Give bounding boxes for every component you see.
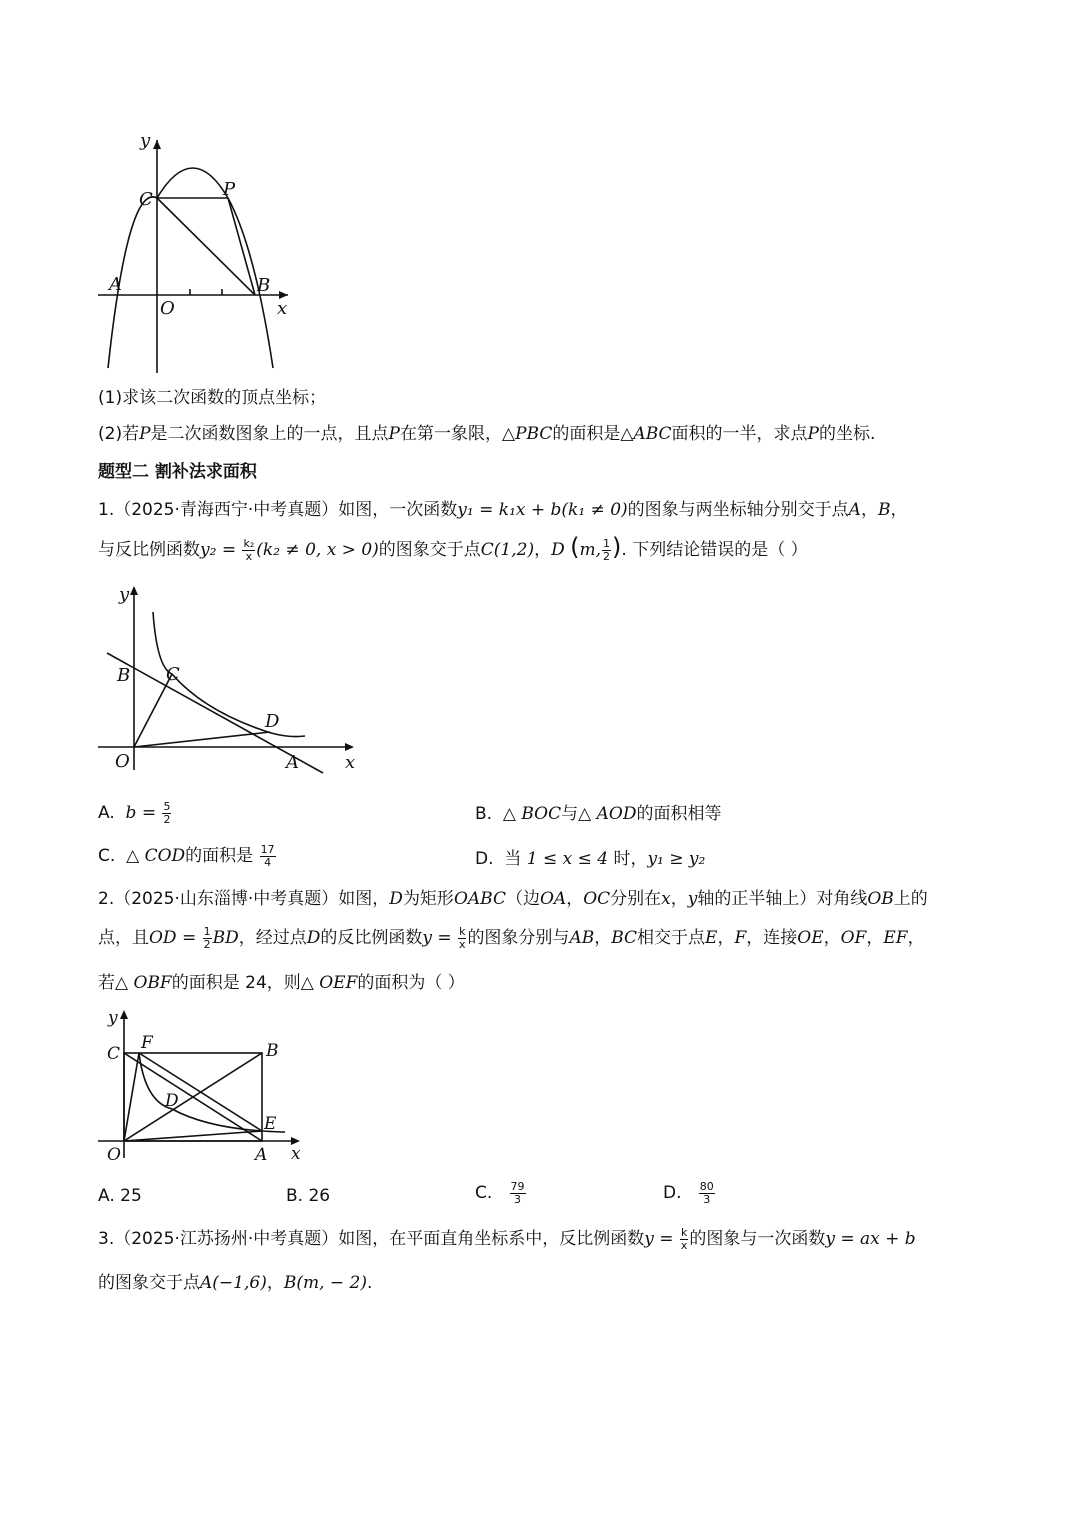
segment-oe: OE bbox=[797, 928, 824, 948]
side-oc: OC bbox=[583, 889, 611, 909]
fig2-x-label: x bbox=[345, 752, 356, 773]
q3-lead: 3.（2025·江苏扬州·中考真题）如图，在平面直角坐标系中，反比例函数 bbox=[98, 1229, 645, 1249]
point-f: F bbox=[734, 928, 747, 948]
fraction-79-over-3 bbox=[510, 1181, 526, 1206]
q2-text: ， bbox=[907, 928, 925, 948]
q1-line-2 bbox=[98, 534, 808, 568]
q3-text: 的图象交于点 bbox=[98, 1273, 200, 1293]
y-eq: y = bbox=[644, 1229, 674, 1249]
q2-text: 轴的正半轴上）对角线 bbox=[697, 889, 868, 909]
fig3-d-label: D bbox=[165, 1091, 179, 1111]
prev-question-part-1 bbox=[98, 385, 326, 411]
fraction-k-over-x bbox=[458, 926, 466, 951]
option-text: 当 bbox=[504, 849, 522, 869]
y-eq: y = bbox=[422, 928, 452, 948]
q1-text: . 下列结论错误的是（ ） bbox=[621, 540, 808, 560]
fig3-y-label: y bbox=[108, 1008, 118, 1028]
var-y: y bbox=[687, 889, 698, 909]
q1-text: 的图象与两坐标轴分别交于点 bbox=[627, 500, 849, 520]
triangle-symbol: △ bbox=[126, 846, 140, 866]
q1-lead: 1.（2025·青海西宁·中考真题）如图，一次函数 bbox=[98, 500, 458, 520]
option-text: 与△ bbox=[561, 804, 592, 824]
hyperbola-line-figure bbox=[95, 580, 365, 780]
option-text: 的面积是 bbox=[185, 846, 254, 866]
q3-line-1 bbox=[98, 1226, 916, 1260]
comma: ， bbox=[890, 500, 908, 520]
q1-option-d[interactable] bbox=[475, 846, 705, 872]
denominator: x bbox=[458, 937, 466, 951]
triangle-boc: BOC bbox=[521, 804, 562, 824]
fig1-a-label: A bbox=[109, 274, 122, 295]
option-label: D. bbox=[663, 1183, 682, 1203]
option-label: C. bbox=[475, 1183, 493, 1203]
q2-text: 分别在 bbox=[610, 889, 662, 909]
denominator: 2 bbox=[603, 549, 611, 563]
part2-text-f: 的坐标. bbox=[818, 424, 876, 444]
fig1-p-label: P bbox=[223, 179, 236, 200]
q3-text: 的图象与一次函数 bbox=[689, 1229, 826, 1249]
q1-point-c: C(1,2) bbox=[480, 540, 535, 560]
fig3-a-label: A bbox=[255, 1145, 268, 1165]
part2-text-b: 是二次函数图象上的一点，且点 bbox=[150, 424, 389, 444]
q1-option-b[interactable] bbox=[475, 801, 721, 827]
rectangle-hyperbola-figure bbox=[95, 1002, 315, 1174]
fraction-80-over-3 bbox=[699, 1181, 715, 1206]
od-eq: OD = bbox=[149, 928, 197, 948]
q2-option-c[interactable] bbox=[475, 1180, 527, 1214]
q2-text: ， bbox=[594, 928, 612, 948]
point-e: E bbox=[705, 928, 718, 948]
q2-line-1 bbox=[98, 886, 928, 912]
part2-text-a: (2)若 bbox=[98, 424, 140, 444]
parabola-figure bbox=[95, 128, 300, 378]
q2-option-b[interactable]: B. 26 bbox=[286, 1186, 331, 1206]
triangle-aod: AOD bbox=[596, 804, 637, 824]
triangle-symbol: △ bbox=[502, 804, 516, 824]
triangle-oef: OEF bbox=[319, 973, 358, 993]
fraction-one-half bbox=[602, 538, 611, 563]
option-text: 的面积相等 bbox=[636, 804, 722, 824]
q3-line-2 bbox=[98, 1270, 372, 1296]
segment-of: OF bbox=[840, 928, 867, 948]
denominator: 4 bbox=[264, 855, 272, 869]
q1-text: 与反比例函数 bbox=[98, 540, 200, 560]
fraction-5-over-2 bbox=[162, 801, 171, 826]
numerator: 17 bbox=[260, 842, 275, 856]
option-label: D. bbox=[475, 849, 494, 869]
segment-ef: EF bbox=[883, 928, 908, 948]
denominator: 2 bbox=[163, 812, 171, 826]
fraction-k2-over-x bbox=[242, 538, 255, 563]
q2-text: ， bbox=[670, 889, 688, 909]
paren-open: ( bbox=[570, 533, 580, 561]
fig2-d-label: D bbox=[265, 711, 280, 732]
part2-text-e: 面积的一半，求点 bbox=[671, 424, 808, 444]
side-oa: OA bbox=[539, 889, 567, 909]
fraction-17-over-4 bbox=[260, 844, 276, 869]
q1-m: m, bbox=[579, 540, 602, 560]
fig2-c-label: C bbox=[166, 664, 180, 685]
q2-text: 的面积是 24，则△ bbox=[171, 973, 314, 993]
numerator: 80 bbox=[699, 1179, 714, 1193]
point-p: P bbox=[388, 424, 400, 444]
prev-question-part-2 bbox=[98, 421, 875, 447]
part1-text: (1)求该二次函数的顶点坐标； bbox=[98, 388, 327, 408]
q2-text: ， bbox=[717, 928, 735, 948]
diagonal-ob: OB bbox=[867, 889, 894, 909]
q2-option-a[interactable]: A. 25 bbox=[98, 1186, 142, 1206]
option-label: C. bbox=[98, 846, 116, 866]
fig2-a-label: A bbox=[286, 752, 299, 773]
q2-text: 若△ bbox=[98, 973, 129, 993]
section-title: 题型二 割补法求面积 bbox=[98, 462, 257, 482]
q2-text: ，经过点 bbox=[238, 928, 307, 948]
q2-lead: 2.（2025·山东淄博·中考真题）如图， bbox=[98, 889, 390, 909]
fig3-e-label: E bbox=[264, 1114, 277, 1134]
segment-bd: BD bbox=[212, 928, 239, 948]
q2-text: 的图象分别与 bbox=[467, 928, 570, 948]
point-a: A(−1,6) bbox=[200, 1273, 267, 1293]
fig2-o-label: O bbox=[115, 751, 130, 772]
q2-text: 为矩形 bbox=[402, 889, 454, 909]
var-x: x bbox=[661, 889, 671, 909]
point-d: D bbox=[306, 928, 321, 948]
linear-eq: y = ax + b bbox=[825, 1229, 916, 1249]
option-label: B. bbox=[475, 804, 493, 824]
q2-text: 点，且 bbox=[98, 928, 149, 948]
denominator: x bbox=[245, 549, 253, 563]
paren-close: ) bbox=[612, 533, 622, 561]
point-p: P bbox=[139, 424, 151, 444]
fig3-f-label: F bbox=[141, 1033, 153, 1053]
triangle-abc: ABC bbox=[633, 424, 672, 444]
numerator: 5 bbox=[163, 799, 171, 813]
option-d-inequality-2: y₁ ≥ y₂ bbox=[647, 849, 706, 869]
q2-text: 的反比例函数 bbox=[320, 928, 423, 948]
comma: ， bbox=[860, 500, 878, 520]
q2-text: ，连接 bbox=[746, 928, 798, 948]
point-p: P bbox=[807, 424, 819, 444]
q1-option-c[interactable] bbox=[98, 843, 277, 877]
q2-text: （边 bbox=[505, 889, 540, 909]
fig1-y-label: y bbox=[140, 130, 151, 151]
option-a-eq: b = bbox=[125, 803, 157, 823]
part2-text-c: 在第一象限，△ bbox=[400, 424, 516, 444]
q3-text: ， bbox=[266, 1273, 284, 1293]
fig1-b-label: B bbox=[257, 275, 271, 296]
comma: ， bbox=[534, 540, 552, 560]
denominator: 3 bbox=[703, 1192, 711, 1206]
denominator: x bbox=[680, 1238, 688, 1252]
denominator: 3 bbox=[514, 1192, 521, 1206]
q2-text: 上的 bbox=[893, 889, 928, 909]
denominator: 2 bbox=[203, 937, 211, 951]
q2-text: ， bbox=[823, 928, 841, 948]
q1-point-a: A bbox=[848, 500, 861, 520]
q1-line-1 bbox=[98, 497, 907, 523]
q2-text: ， bbox=[866, 928, 884, 948]
numerator: k bbox=[680, 1225, 688, 1239]
q2-text: 相交于点 bbox=[637, 928, 706, 948]
q1-inverse-eq: y₂ = bbox=[200, 540, 237, 560]
option-text: 时， bbox=[613, 849, 648, 869]
q1-text: 的图象交于点 bbox=[378, 540, 481, 560]
rectangle-oabc: OABC bbox=[453, 889, 506, 909]
numerator: 1 bbox=[603, 536, 611, 550]
numerator: 1 bbox=[203, 924, 211, 938]
q2-text: 的面积为（ ） bbox=[357, 973, 465, 993]
option-d-inequality: 1 ≤ x ≤ 4 bbox=[526, 849, 609, 869]
fig2-b-label: B bbox=[117, 665, 131, 686]
fraction-one-half bbox=[203, 926, 212, 951]
option-label: A. bbox=[98, 803, 115, 823]
q1-point-d: D bbox=[551, 540, 565, 560]
part2-text-d: 的面积是△ bbox=[552, 424, 634, 444]
q1-linear-equation: y₁ = k₁x + b(k₁ ≠ 0) bbox=[457, 500, 628, 520]
point-b: B(m, − 2) bbox=[283, 1273, 367, 1293]
side-bc: BC bbox=[611, 928, 638, 948]
numerator: k₂ bbox=[243, 536, 255, 550]
q2-line-2 bbox=[98, 925, 925, 959]
q1-option-a[interactable] bbox=[98, 800, 172, 834]
numerator: 79 bbox=[510, 1179, 525, 1193]
fig1-x-label: x bbox=[277, 298, 288, 319]
point-d: D bbox=[389, 889, 403, 909]
q1-point-b: B bbox=[877, 500, 891, 520]
numerator: k bbox=[459, 924, 466, 938]
fig1-o-label: O bbox=[160, 298, 175, 319]
q1-conditions: (k₂ ≠ 0, x > 0) bbox=[256, 540, 379, 560]
fig3-c-label: C bbox=[107, 1044, 121, 1064]
fig3-o-label: O bbox=[107, 1145, 121, 1165]
side-ab: AB bbox=[569, 928, 595, 948]
triangle-cod: COD bbox=[144, 846, 186, 866]
fig2-y-label: y bbox=[119, 584, 130, 605]
triangle-pbc: PBC bbox=[515, 424, 553, 444]
triangle-obf: OBF bbox=[133, 973, 172, 993]
q2-option-d[interactable] bbox=[663, 1180, 716, 1214]
fig3-b-label: B bbox=[266, 1041, 279, 1061]
fig3-x-label: x bbox=[291, 1144, 301, 1164]
q3-text: . bbox=[366, 1273, 373, 1293]
q2-line-3 bbox=[98, 970, 465, 996]
q2-text: ， bbox=[566, 889, 584, 909]
fraction-k-over-x bbox=[680, 1227, 688, 1252]
fig1-c-label: C bbox=[139, 189, 153, 210]
